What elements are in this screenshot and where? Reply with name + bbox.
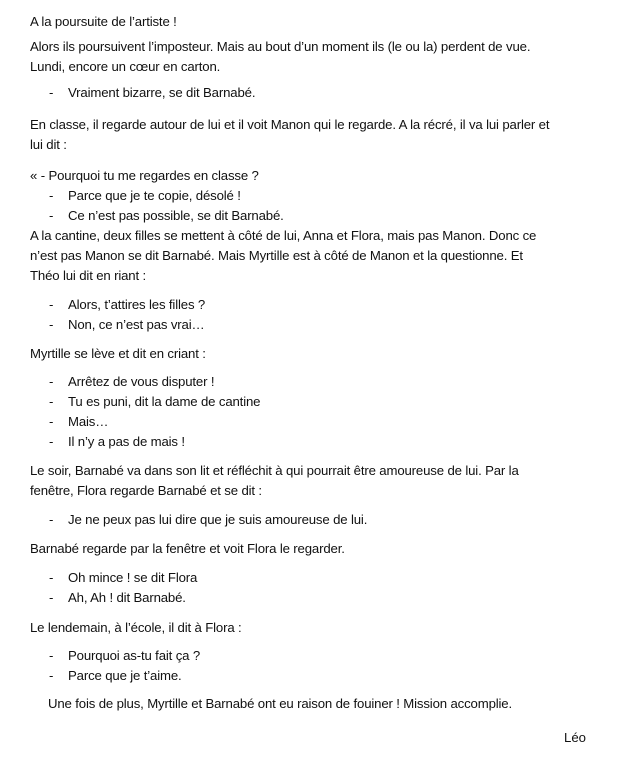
dash-bullet: -: [49, 85, 54, 100]
paragraph-line: En classe, il regarde autour de lui et il voit Manon qui le regarde. A la récré, il va lui parler et: [30, 117, 550, 132]
paragraph-line: Théo lui dit en riant :: [30, 268, 147, 283]
bullet-text: Arrêtez de vous disputer !: [68, 374, 215, 389]
dash-bullet: -: [49, 188, 54, 203]
author-signature: Léo: [564, 730, 587, 745]
dash-bullet: -: [49, 570, 54, 585]
paragraph-line: Alors ils poursuivent l’imposteur. Mais au bout d’un moment ils (le ou la) perdent de vue.: [30, 39, 531, 54]
dash-bullet: -: [49, 668, 54, 683]
bullet-text: Vraiment bizarre, se dit Barnabé.: [68, 85, 256, 100]
bullet-text: Parce que je te copie, désolé !: [68, 188, 241, 203]
dash-bullet: -: [49, 297, 54, 312]
bullet-text: Oh mince ! se dit Flora: [68, 570, 198, 585]
dash-bullet: -: [49, 648, 54, 663]
paragraph-line: Barnabé regarde par la fenêtre et voit Flora le regarder.: [30, 541, 345, 556]
paragraph-line: Myrtille se lève et dit en criant :: [30, 346, 206, 361]
bullet-text: Non, ce n’est pas vrai…: [68, 317, 205, 332]
dash-bullet: -: [49, 374, 54, 389]
dash-bullet: -: [49, 208, 54, 223]
bullet-text: Mais…: [68, 414, 109, 429]
paragraph-line: lui dit :: [30, 137, 67, 152]
bullet-text: Ah, Ah ! dit Barnabé.: [68, 590, 186, 605]
paragraph-line: Le lendemain, à l’école, il dit à Flora :: [30, 620, 242, 635]
paragraph-line: fenêtre, Flora regarde Barnabé et se dit :: [30, 483, 262, 498]
bullet-text: Parce que je t’aime.: [68, 668, 182, 683]
paragraph-line: A la cantine, deux filles se mettent à côté de lui, Anna et Flora, mais pas Manon. Donc ce: [30, 228, 537, 243]
paragraph-line: n’est pas Manon se dit Barnabé. Mais Myrtille est à côté de Manon et la questionne. Et: [30, 248, 523, 263]
bullet-text: Alors, t’attires les filles ?: [68, 297, 206, 312]
bullet-text: Il n’y a pas de mais !: [68, 434, 185, 449]
dash-bullet: -: [49, 512, 54, 527]
paragraph-line: Le soir, Barnabé va dans son lit et réfléchit à qui pourrait être amoureuse de lui. Par la: [30, 463, 519, 478]
bullet-text: Tu es puni, dit la dame de cantine: [68, 394, 261, 409]
bullet-text: Ce n’est pas possible, se dit Barnabé.: [68, 208, 284, 223]
dash-bullet: -: [49, 414, 54, 429]
dash-bullet: -: [49, 317, 54, 332]
dialogue-line: « - Pourquoi tu me regardes en classe ?: [30, 168, 259, 183]
paragraph-line: Lundi, encore un cœur en carton.: [30, 59, 221, 74]
dash-bullet: -: [49, 394, 54, 409]
bullet-text: Je ne peux pas lui dire que je suis amoureuse de lui.: [68, 512, 368, 527]
bullet-text: Pourquoi as-tu fait ça ?: [68, 648, 201, 663]
dash-bullet: -: [49, 434, 54, 449]
dash-bullet: -: [49, 590, 54, 605]
closing-line: Une fois de plus, Myrtille et Barnabé ont eu raison de fouiner ! Mission accomplie.: [48, 696, 513, 711]
story-title: A la poursuite de l’artiste !: [30, 14, 177, 29]
